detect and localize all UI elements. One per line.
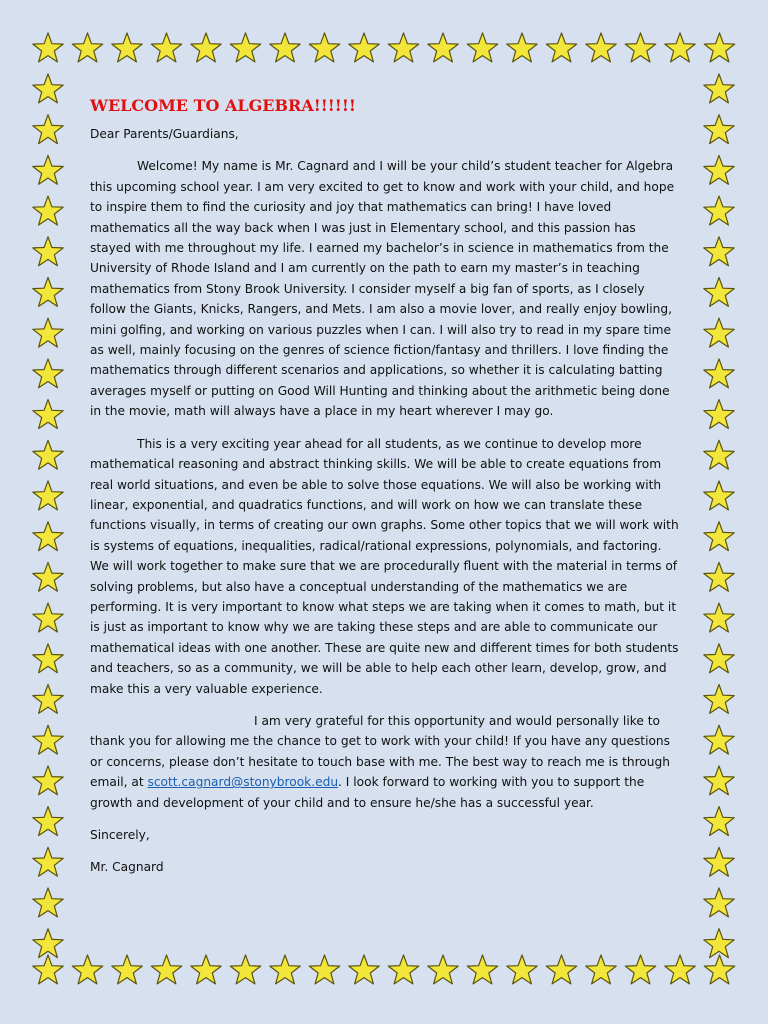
star-icon <box>704 237 734 266</box>
star-icon <box>704 766 734 795</box>
letter-title: WELCOME TO ALGEBRA!!!!!! <box>90 96 356 115</box>
star-icon <box>704 196 734 225</box>
star-icon <box>546 955 576 984</box>
star-icon <box>704 359 734 388</box>
star-icon <box>428 33 458 62</box>
star-icon <box>33 955 63 984</box>
star-icon <box>230 33 260 62</box>
star-icon <box>428 955 458 984</box>
star-icon <box>33 440 63 469</box>
star-icon <box>33 278 63 307</box>
star-icon <box>665 955 695 984</box>
letter-body <box>90 96 680 890</box>
star-icon <box>33 929 63 958</box>
star-icon <box>704 278 734 307</box>
star-icon <box>33 33 63 62</box>
star-icon <box>33 196 63 225</box>
star-icon <box>704 440 734 469</box>
signature: Mr. Cagnard <box>90 860 164 875</box>
star-icon <box>230 955 260 984</box>
star-icon <box>349 33 379 62</box>
star-icon <box>704 155 734 184</box>
star-icon <box>33 603 63 632</box>
star-icon <box>704 115 734 144</box>
star-icon <box>704 725 734 754</box>
star-icon <box>112 955 142 984</box>
star-icon <box>72 955 102 984</box>
star-icon <box>704 481 734 510</box>
star-icon <box>151 955 181 984</box>
star-icon <box>625 33 655 62</box>
star-icon <box>33 237 63 266</box>
star-icon <box>704 603 734 632</box>
star-icon <box>33 115 63 144</box>
star-icon <box>33 766 63 795</box>
star-icon <box>33 807 63 836</box>
star-icon <box>704 400 734 429</box>
star-icon <box>586 955 616 984</box>
star-icon <box>33 725 63 754</box>
star-icon <box>507 955 537 984</box>
star-icon <box>33 400 63 429</box>
star-icon <box>33 562 63 591</box>
star-icon <box>704 74 734 103</box>
star-icon <box>270 33 300 62</box>
contact-text-after: . I look forward to working with you to support the growth and development of your child and to ensure he/she has a successful year. <box>90 775 645 810</box>
star-icon <box>665 33 695 62</box>
star-icon <box>309 33 339 62</box>
star-icon <box>309 955 339 984</box>
star-icon <box>704 847 734 876</box>
star-icon <box>704 33 734 62</box>
closing: Sincerely, <box>90 828 150 842</box>
contact-text-before: I am very grateful for this opportunity and would personally like to thank you for allowing me the chance to get to work with your child! If you have any questions or concerns, please don’t hesitate to touch base with me. The best way to reach me is through email, at <box>90 713 670 790</box>
star-icon <box>33 847 63 876</box>
star-icon <box>467 955 497 984</box>
star-icon <box>33 522 63 551</box>
star-icon <box>33 685 63 714</box>
star-icon <box>625 955 655 984</box>
star-icon <box>704 888 734 917</box>
star-icon <box>33 74 63 103</box>
star-icon <box>33 481 63 510</box>
star-icon <box>546 33 576 62</box>
star-icon <box>467 33 497 62</box>
star-icon <box>72 33 102 62</box>
star-icon <box>704 318 734 347</box>
salutation: Dear Parents/Guardians, <box>90 127 239 141</box>
star-icon <box>507 33 537 62</box>
star-icon <box>151 33 181 62</box>
star-icon <box>33 644 63 673</box>
star-icon <box>704 807 734 836</box>
star-icon <box>388 955 418 984</box>
star-icon <box>270 955 300 984</box>
email-link[interactable]: scott.cagnard@stonybrook.edu <box>147 775 339 790</box>
star-icon <box>704 522 734 551</box>
star-icon <box>388 33 418 62</box>
star-icon <box>704 955 734 984</box>
star-icon <box>33 888 63 917</box>
star-icon <box>349 955 379 984</box>
star-icon <box>33 155 63 184</box>
star-icon <box>191 33 221 62</box>
paragraph-curriculum: This is a very exciting year ahead for all students, as we continue to develop more mathematical reasoning and abstract thinking skills. We will be able to create equations from real world situations, and even be able to solve those equations. We will also be working with linear, exponential, and quadratics functions, and will work on how we can translate these functions visually, in terms of creating our own graphs. Some other topics that we will work with is systems of equations, inequalities, radical/rational expressions, polynomials, and factoring. We will work together to make sure that we are procedurally fluent with the material in terms of solving problems, but also have a conceptual understanding of the mathematics we are performing. It is very important to know what steps we are taking when it comes to math, but it is just as important to know why we are taking these steps and are able to communicate our mathematical ideas with one another. These are quite new and different times for both students and teachers, so as a community, we will be able to help each other learn, develop, grow, and make this a very valuable experience. <box>90 436 679 696</box>
star-icon <box>191 955 221 984</box>
star-icon <box>33 318 63 347</box>
star-icon <box>586 33 616 62</box>
star-icon <box>704 644 734 673</box>
star-icon <box>704 929 734 958</box>
star-icon <box>704 562 734 591</box>
star-icon <box>704 685 734 714</box>
star-icon <box>112 33 142 62</box>
paragraph-intro: Welcome! My name is Mr. Cagnard and I will be your child’s student teacher for Algebra this upcoming school year. I am very excited to get to know and work with your child, and hope to inspire them to find the curiosity and joy that mathematics can bring! I have loved mathematics all the way back when I was just in Elementary school, and this passion has stayed with me throughout my life. I earned my bachelor’s in science in mathematics from the University of Rhode Island and I am currently on the path to earn my master’s in teaching mathematics from Stony Brook University. I consider myself a big fan of sports, as I closely follow the Giants, Knicks, Rangers, and Mets. I am also a movie lover, and really enjoy bowling, mini golfing, and working on various puzzles when I can. I will also try to read in my spare time as well, mainly focusing on the genres of science fiction/fantasy and thrillers. I love finding the mathematics through different scenarios and applications, so whether it is calculating batting averages myself or putting on Good Will Hunting and thinking about the arithmetic being done in the movie, math will always have a place in my heart wherever I may go. <box>90 159 675 419</box>
paragraph-contact <box>90 711 680 813</box>
star-icon <box>33 359 63 388</box>
